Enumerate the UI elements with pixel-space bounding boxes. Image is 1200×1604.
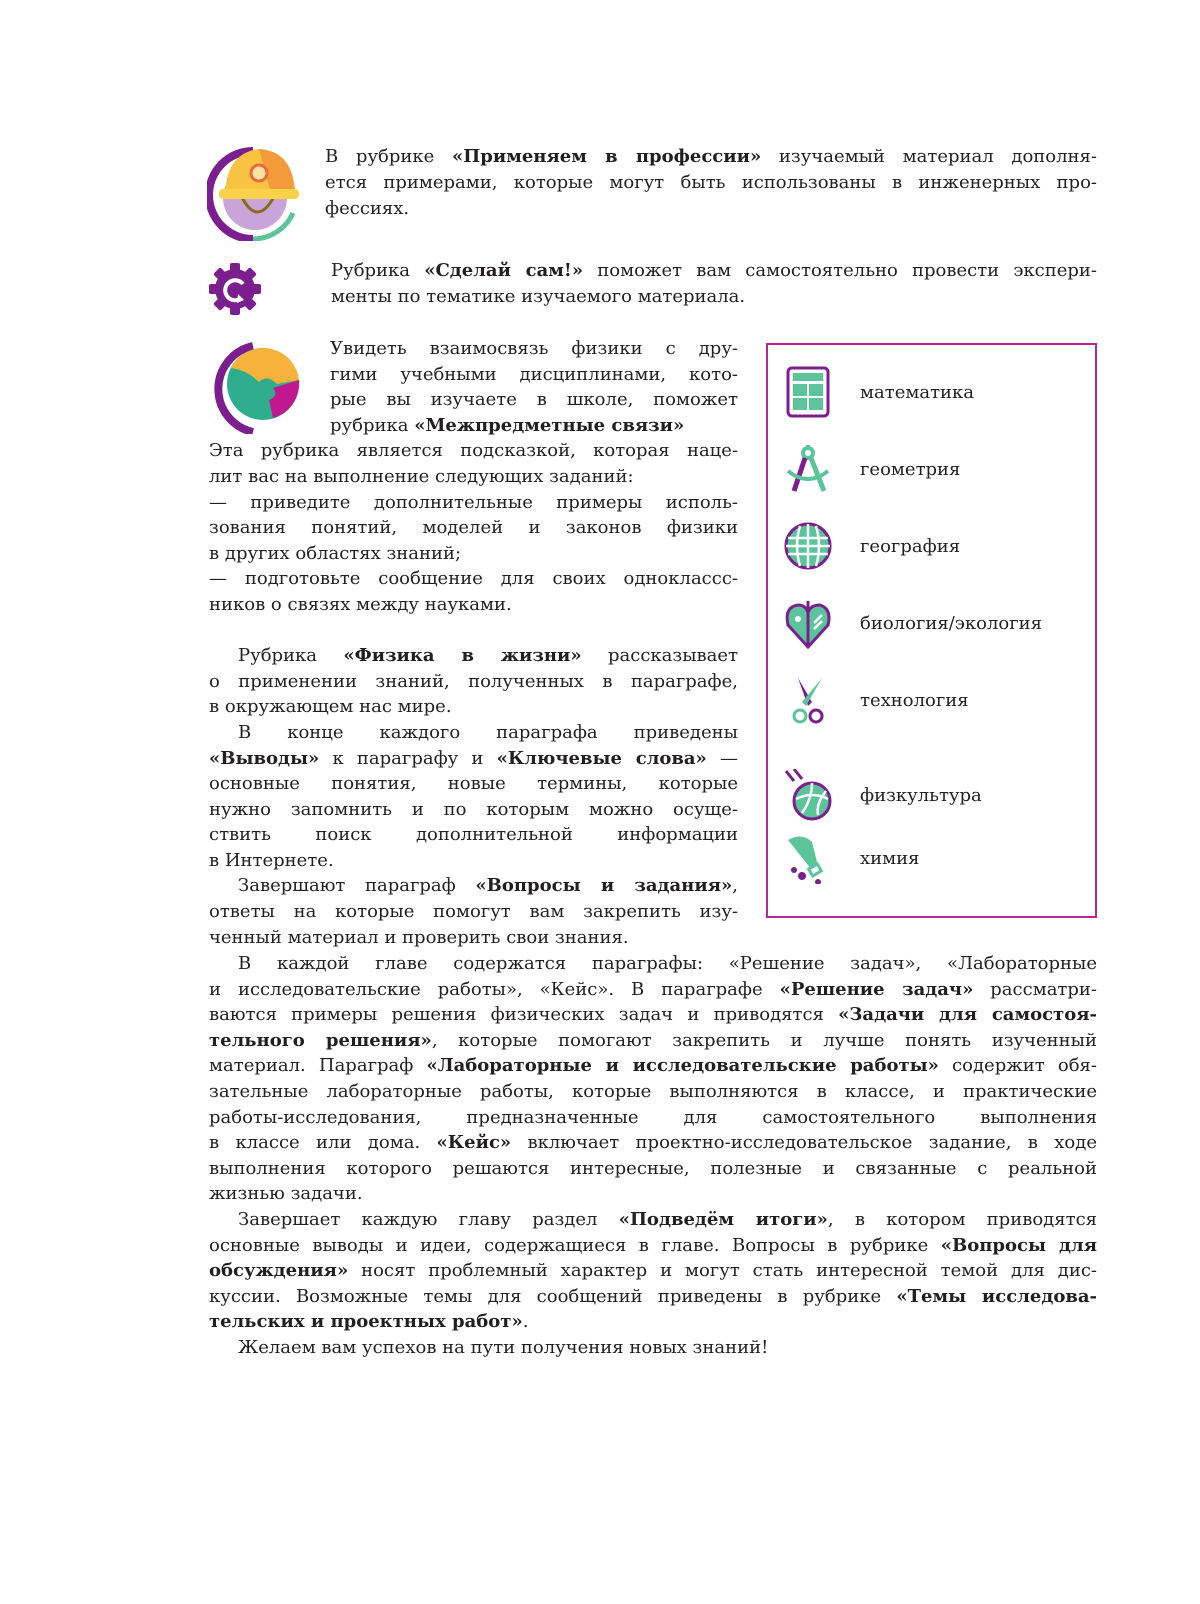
text-line — [209, 977, 1097, 1003]
bold-rubric-name: «Физика в жизни» — [343, 645, 582, 667]
text-line — [209, 822, 738, 848]
text-line — [325, 170, 1097, 196]
compass-icon — [782, 443, 834, 495]
text-segment: основные понятия, новые термины, которые — [209, 773, 738, 795]
leaf-icon — [782, 597, 834, 649]
text-segment: и исследовательские работы», «Кейс». В параграфе — [209, 978, 780, 1000]
text-segment: лит вас на выполнение следующих заданий: — [209, 465, 634, 487]
text-segment: основные выводы и идеи, содержащиеся в главе. Вопросы в рубрике — [209, 1234, 941, 1256]
text-segment: Завершают параграф — [238, 875, 476, 897]
hard-hat-icon — [207, 143, 299, 241]
text-line — [209, 1002, 1097, 1028]
text-segment: Увидеть взаимосвязь физики с дру- — [330, 338, 738, 359]
text-segment: о применении знаний, полученных в параграфе, — [209, 670, 738, 692]
text-segment: В каждой главе содержатся параграфы: «Решение задач», «Лабораторные — [238, 953, 1097, 974]
text-line — [209, 515, 738, 541]
bold-rubric-name: «Темы исследова- — [896, 1285, 1097, 1307]
text-segment: ников о связях между науками. — [209, 593, 512, 615]
text-line — [209, 336, 738, 362]
text-segment: — приведите дополнительные примеры исполь- — [209, 491, 738, 513]
text-segment: . — [522, 1311, 529, 1333]
main-text-narrow — [209, 336, 738, 950]
text-segment: рассматри- — [973, 978, 1097, 1000]
text-line — [209, 848, 738, 874]
subject-label: математика — [860, 381, 975, 403]
text-segment: рые вы изучаете в школе, поможет — [330, 389, 738, 411]
globe-icon — [782, 520, 834, 572]
text-segment: В рубрике — [325, 146, 453, 167]
text-line — [209, 1105, 1097, 1131]
text-line — [209, 362, 738, 388]
text-line — [209, 1181, 1097, 1207]
text-line — [209, 413, 738, 439]
text-line — [209, 541, 738, 567]
bold-rubric-name: «Вопросы для — [940, 1234, 1097, 1256]
subject-item-2 — [768, 520, 961, 572]
bold-rubric-name: «Ключевые слова» — [496, 747, 707, 769]
bold-rubric-name: «Кейс» — [436, 1132, 512, 1154]
text-segment: в окружающем нас мире. — [209, 696, 452, 718]
text-segment: изучаемый материал дополня- — [761, 146, 1097, 167]
scissors-icon — [782, 674, 834, 726]
text-segment: материал. Параграф — [209, 1055, 427, 1077]
text-segment: рубрика — [330, 414, 415, 436]
rubric-profession-text — [325, 144, 1097, 222]
text-segment: ется примерами, которые могут быть использованы в инженерных про- — [325, 172, 1097, 193]
text-segment: выполнения которого решаются интересные, полезные и связанные с реальной — [209, 1157, 1097, 1179]
subject-label: технология — [860, 689, 969, 711]
text-line — [209, 720, 738, 746]
text-segment: зования понятий, моделей и законов физики — [209, 517, 738, 539]
text-line — [331, 258, 1097, 284]
flask-icon — [782, 832, 834, 884]
subjects-legend-box — [766, 343, 1097, 918]
text-line — [209, 1309, 1097, 1335]
text-line — [209, 1335, 1097, 1361]
text-line — [325, 196, 1097, 222]
bold-rubric-name: «Выводы» — [209, 747, 320, 769]
text-line — [209, 643, 738, 669]
text-line — [209, 490, 738, 516]
text-segment: фессиях. — [325, 198, 410, 219]
bold-rubric-name: «Лабораторные и исследовательские работы» — [426, 1055, 939, 1077]
subject-label: геометрия — [860, 458, 961, 480]
text-segment: нужно запомнить и по которым можно осуще- — [209, 798, 738, 820]
text-line — [209, 1233, 1097, 1259]
text-segment: содержит обя- — [938, 1055, 1097, 1077]
text-segment: работы-исследования, предназначенные для самостоятельного выполнения — [209, 1106, 1097, 1128]
main-text-wide — [209, 951, 1097, 1361]
bold-rubric-name: «Вопросы и задания» — [475, 875, 733, 897]
text-segment: , — [732, 875, 738, 897]
text-segment: ваются примеры решения физических задач и приводятся — [209, 1004, 839, 1026]
text-line — [209, 1130, 1097, 1156]
bold-rubric-name: «Межпредметные связи» — [414, 414, 685, 436]
text-segment: зательные лабораторные работы, которые выполняются в классе, и практические — [209, 1080, 1097, 1102]
bold-rubric-name: «Сделай сам!» — [424, 260, 584, 281]
text-line — [209, 694, 738, 720]
text-segment: Рубрика — [238, 645, 344, 667]
subject-item-3 — [768, 597, 1043, 649]
text-line — [209, 1053, 1097, 1079]
text-line — [209, 387, 738, 413]
text-line — [209, 951, 1097, 977]
text-line — [325, 144, 1097, 170]
text-line — [209, 592, 738, 618]
ball-icon — [782, 769, 834, 821]
text-segment: включает проектно-исследовательское задание, в ходе — [511, 1132, 1097, 1154]
bold-rubric-name: обсуждения» — [209, 1260, 349, 1282]
subject-label: физкультура — [860, 784, 982, 806]
bold-rubric-name: тельских и проектных работ» — [209, 1311, 523, 1333]
blank-line — [209, 618, 738, 644]
text-line — [209, 566, 738, 592]
text-segment: рассказывает — [581, 645, 738, 667]
subject-item-6 — [768, 832, 920, 884]
text-line — [209, 1258, 1097, 1284]
text-segment: Завершает каждую главу раздел — [238, 1208, 619, 1230]
text-segment: Желаем вам успехов на пути получения новых знаний! — [238, 1336, 769, 1358]
text-segment: — — [706, 747, 738, 769]
subject-label: химия — [860, 847, 920, 869]
bold-rubric-name: «Применяем в профессии» — [452, 146, 762, 167]
subject-item-1 — [768, 443, 961, 495]
text-segment: куссии. Возможные темы для сообщений приведены в рубрике — [209, 1285, 897, 1307]
bold-rubric-name: «Задачи для самостоя- — [838, 1004, 1097, 1026]
text-line — [209, 669, 738, 695]
bold-rubric-name: «Подведём итоги» — [618, 1208, 828, 1230]
gear-cycle-icon — [208, 262, 262, 316]
text-segment: ченный материал и проверить свои знания. — [209, 926, 629, 948]
text-segment: Рубрика — [331, 260, 425, 281]
text-segment: , в котором приводятся — [827, 1208, 1098, 1230]
text-segment: , которые помогают закрепить и лучше понять изученный — [431, 1029, 1098, 1051]
text-segment: менты по тематике изучаемого материала. — [331, 286, 746, 307]
text-segment: носят проблемный характер и могут стать интересной темой для дис- — [348, 1260, 1097, 1282]
calculator-icon — [782, 366, 834, 418]
text-segment: жизнью задачи. — [209, 1183, 363, 1205]
text-line — [209, 1207, 1097, 1233]
subject-label: география — [860, 535, 961, 557]
text-segment: Эта рубрика является подсказкой, которая наце- — [209, 440, 738, 462]
text-line — [209, 771, 738, 797]
text-line — [209, 1156, 1097, 1182]
text-segment: ответы на которые помогут вам закрепить изу- — [209, 901, 738, 923]
text-segment: в классе или дома. — [209, 1132, 437, 1154]
text-line — [209, 438, 738, 464]
text-line — [209, 1284, 1097, 1310]
text-line — [209, 1079, 1097, 1105]
text-segment: гими учебными дисциплинами, кото- — [330, 363, 738, 385]
text-line — [209, 746, 738, 772]
text-segment: в Интернете. — [209, 849, 334, 871]
subject-item-4 — [768, 674, 969, 726]
subject-item-0 — [768, 366, 975, 418]
text-line — [209, 873, 738, 899]
text-line — [209, 464, 738, 490]
text-line — [209, 899, 738, 925]
text-segment: к параграфу и — [319, 747, 497, 769]
text-segment: — подготовьте сообщение для своих одноклассс- — [209, 568, 738, 590]
text-line — [209, 797, 738, 823]
bold-rubric-name: «Решение задач» — [779, 978, 974, 1000]
rubric-diy-text — [331, 258, 1097, 310]
text-line — [209, 925, 738, 951]
subject-label: биология/экология — [860, 612, 1043, 634]
text-segment: поможет вам самостоятельно провести экспери- — [583, 260, 1098, 281]
text-segment: ствить поиск дополнительной информации — [209, 824, 738, 846]
subject-item-5 — [768, 769, 982, 821]
text-line — [331, 284, 1097, 310]
text-segment: в других областях знаний; — [209, 542, 462, 564]
text-line — [209, 1028, 1097, 1054]
text-segment: В конце каждого параграфа приведены — [238, 721, 738, 743]
bold-rubric-name: тельного решения» — [209, 1029, 432, 1051]
